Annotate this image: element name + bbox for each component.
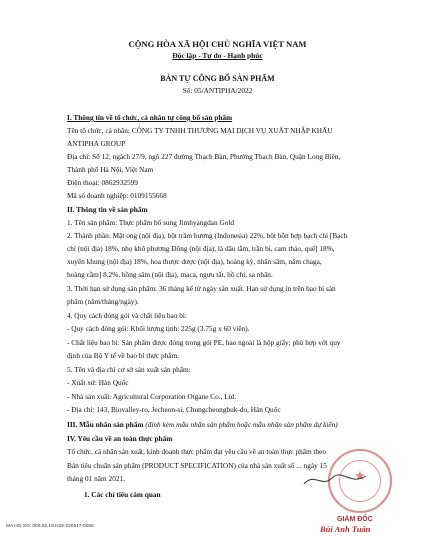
ingredients-line: chỉ (nội địa) 18%, nhọ khô phương Đông (nội địa), lá dâu tằm, trần bì, cam thảo, quế] 18%, bbox=[67, 244, 335, 253]
document-number: Số: 05/ANTIPHA/2022 bbox=[182, 86, 253, 95]
safety-line: Tổ chức, cá nhân sản xuất, kinh doanh thực phẩm đạt yêu cầu về an toàn thực phẩm theo bbox=[67, 447, 327, 456]
motto: Độc lập - Tự do - Hạnh phúc bbox=[172, 51, 263, 60]
phone-line: Điện thoại: 0862932599 bbox=[67, 178, 138, 187]
seal-star-icon: ★ bbox=[354, 469, 366, 484]
packaging-material-line: - Chất liệu bao bì: Sản phẩm được đóng trong gói PE, bao ngoài là hộp giấy; phù hợp với quy bbox=[67, 338, 341, 347]
manufacturer-line: - Nhà sản xuất: Agricultural Corporation Otgane Co., Ltd. bbox=[67, 392, 237, 401]
org-name-line: Tên tổ chức, cá nhân: CÔNG TY TNHH THƯƠNG MẠI DỊCH VỤ XUẤT NHẬP KHẨU bbox=[67, 126, 333, 135]
section2-heading: II. Thông tin về sản phẩm bbox=[67, 205, 148, 214]
manufacturer-heading: 5. Tên và địa chỉ cơ sở sản xuất sản phẩm: bbox=[67, 365, 191, 374]
shelf-life-line: 3. Thời hạn sử dụng sản phẩm: 36 tháng kể từ ngày sản xuất. Hạn sử dụng in trên bao bì sản bbox=[67, 284, 336, 293]
director-name: Bùi Anh Tuấn bbox=[320, 524, 371, 534]
section3-note: (đính kèm mẫu nhãn sản phẩm hoặc mẫu nhãn sản phẩm dự kiến) bbox=[145, 420, 338, 429]
manufacturer-address-line: - Địa chỉ: 143, Biovalley-ro, Jecheon-si, Chungcheongbuk-do, Hàn Quốc bbox=[67, 405, 281, 414]
ingredients-line: hoàng cầm] 8.2%, hồng sâm (nội địa), maca, ngưu tất, hồ chi, sa nhân. bbox=[67, 270, 273, 279]
ingredients-line: 2. Thành phần: Mật ong (nội địa), bột trầm hương (Indonesia) 22%, bột hỗn hợp bạch chỉ [Bạch bbox=[67, 231, 348, 240]
sensory-criteria-heading: 1. Các chỉ tiêu cảm quan bbox=[84, 490, 161, 499]
safety-line: Bản tiêu chuẩn sản phẩm (PRODUCT SPECIFICATION) của nhà sản xuất số ... ngày 15 bbox=[67, 461, 327, 470]
section3-heading: III. Mẫu nhãn sản phẩm bbox=[67, 420, 144, 429]
ingredients-line: xuyên khung (nội địa) 18%, hoa thược dược (nội địa), hoàng kỳ, nhân sâm, nấm chaga, bbox=[67, 257, 322, 266]
packaging-line: - Quy cách đóng gói: Khối lượng tịnh: 225g (3.75g x 60 viên). bbox=[67, 324, 250, 333]
file-code: MA HO SO: 000.02.19.H26-220517-0055 bbox=[6, 524, 94, 529]
packaging-heading: 4. Quy cách đóng gói và chất liệu bao bì: bbox=[67, 311, 187, 320]
section4-heading: IV. Yêu cầu về an toàn thực phẩm bbox=[67, 434, 173, 443]
org-name-line-2: ANTIPHA GROUP bbox=[67, 139, 126, 148]
section3-line bbox=[67, 420, 338, 429]
country-title: CỘNG HÒA XÃ HỘI CHỦ NGHĨA VIỆT NAM bbox=[128, 39, 307, 49]
packaging-material-line: định của Bộ Y tế về bao bì thực phẩm. bbox=[67, 351, 180, 360]
handwritten-signature bbox=[300, 470, 370, 490]
address-line: Địa chỉ: Số 12, ngách 27/9, ngõ 227 đường Thạch Bàn, Phường Thạch Bàn, Quận Long Biên, bbox=[67, 152, 341, 161]
business-code-line: Mã số doanh nghiệp: 0109155668 bbox=[67, 191, 167, 200]
safety-line: tháng 01 năm 2021. bbox=[67, 474, 125, 483]
origin-line: - Xuất xứ: Hàn Quốc bbox=[67, 378, 129, 387]
shelf-life-line: phẩm (năm/tháng/ngày). bbox=[67, 297, 139, 306]
document-title: BẢN TỰ CÔNG BỐ SẢN PHẨM bbox=[160, 74, 275, 83]
address-line-2: Thành phố Hà Nội, Việt Nam bbox=[67, 165, 154, 174]
director-title: GIÁM ĐỐC bbox=[337, 516, 373, 523]
section1-heading: I. Thông tin về tổ chức, cá nhân tự công bố sản phẩm bbox=[67, 113, 233, 122]
product-name-line: 1. Tên sản phẩm: Thực phẩm bổ sung Jimhyangdan Gold bbox=[67, 218, 235, 227]
